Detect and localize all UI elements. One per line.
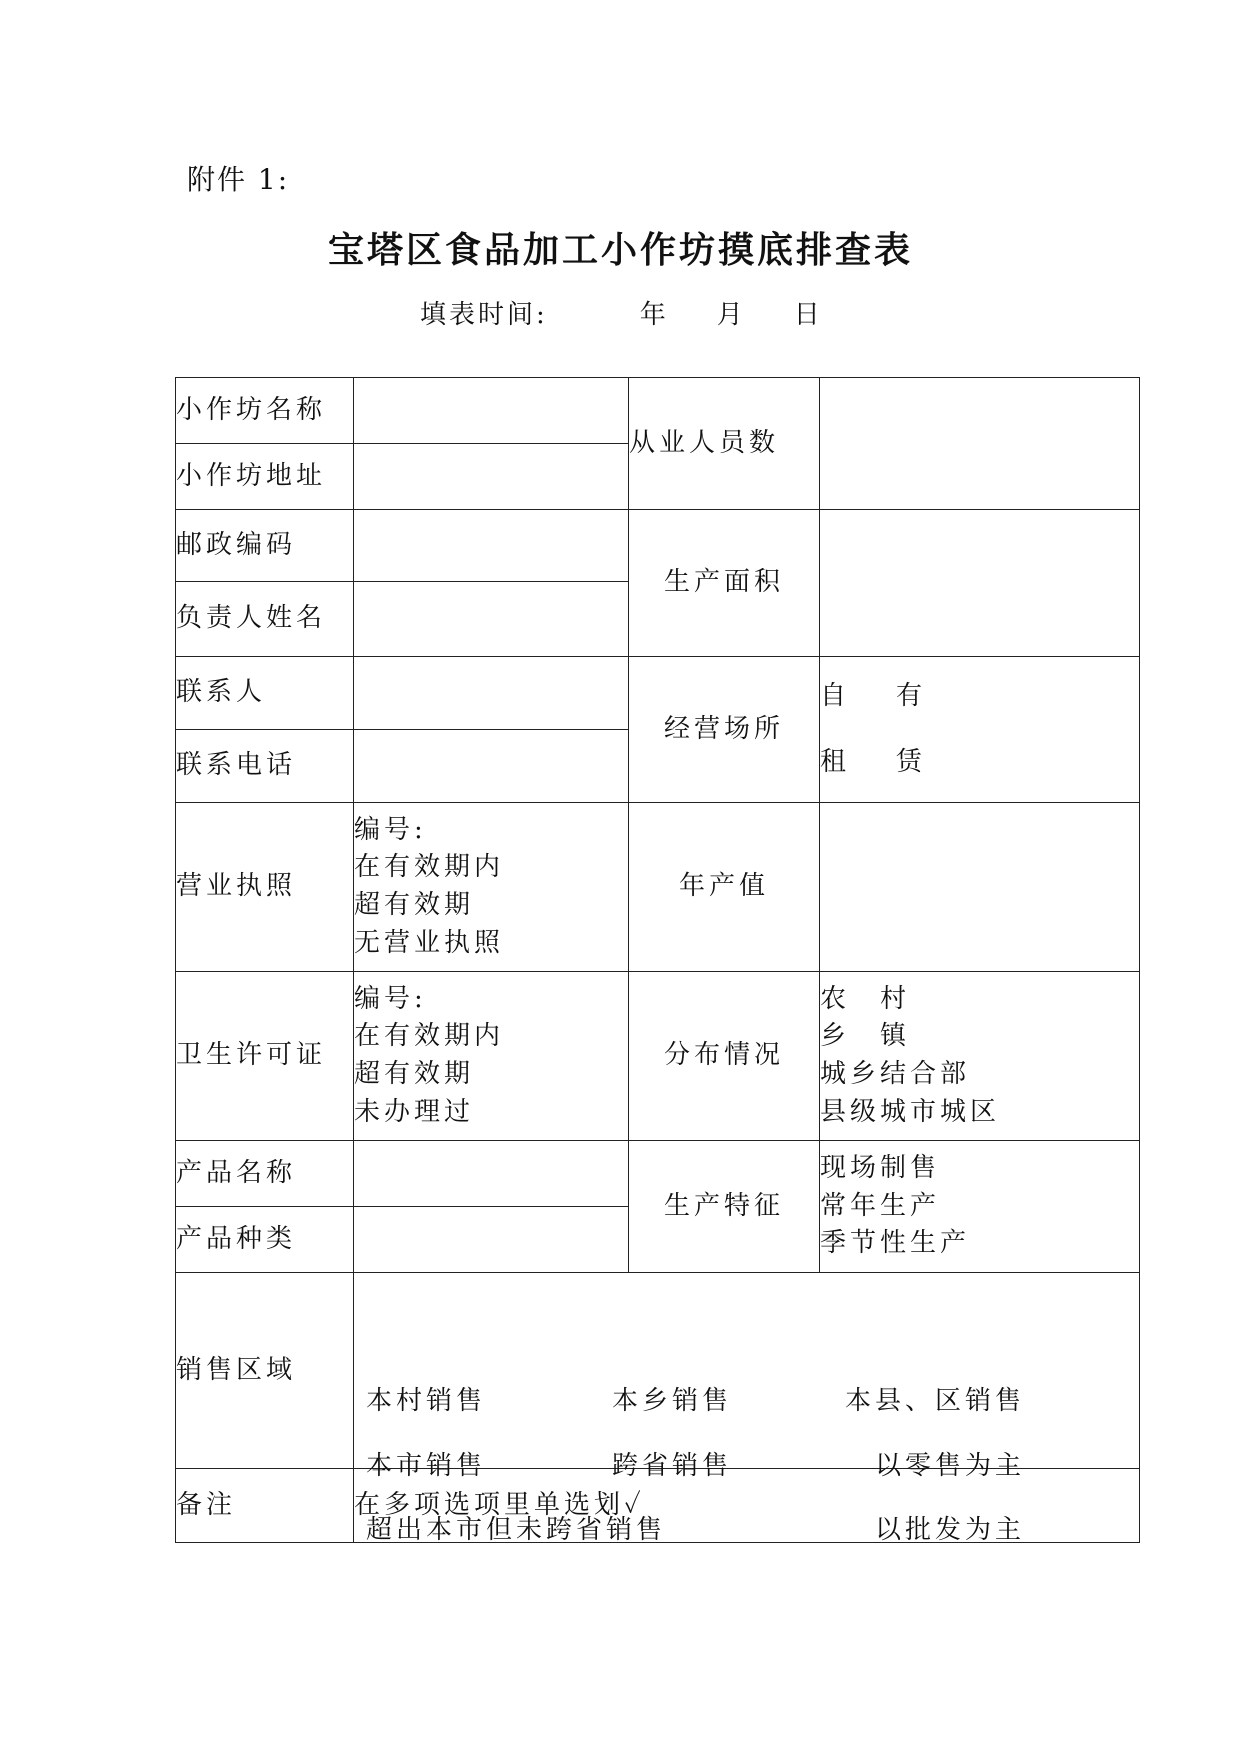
- distribution-township-option[interactable]: 乡 镇: [820, 1021, 911, 1052]
- license-options: [354, 803, 629, 972]
- fill-date-label: 填表时间:: [420, 300, 548, 330]
- postal-code-field[interactable]: [354, 510, 629, 582]
- contact-person-field[interactable]: [354, 657, 629, 730]
- feature-seasonal-option[interactable]: 季节性生产: [820, 1228, 971, 1259]
- production-area-field[interactable]: [820, 510, 1140, 657]
- remarks-label: 备注: [176, 1469, 354, 1543]
- sales-wholesale-option[interactable]: 以批发为主: [875, 1514, 1026, 1545]
- distribution-village-option[interactable]: 农 村: [820, 983, 911, 1014]
- sales-cross-province-option[interactable]: 跨省销售: [612, 1450, 733, 1481]
- fill-date-line: [420, 294, 823, 331]
- product-type-field[interactable]: [354, 1207, 629, 1273]
- product-name-field[interactable]: [354, 1141, 629, 1207]
- feature-onsite-option[interactable]: 现场制售: [820, 1152, 941, 1183]
- employee-count-field[interactable]: [820, 378, 1140, 510]
- contact-phone-label: 联系电话: [176, 730, 354, 803]
- sales-retail-option[interactable]: 以零售为主: [875, 1450, 1026, 1481]
- remarks-text[interactable]: 在多项选项里单选划✓: [354, 1469, 1140, 1543]
- person-in-charge-label: 负责人姓名: [176, 582, 354, 657]
- annual-output-label: 年产值: [629, 803, 820, 972]
- distribution-county-city-option[interactable]: 县级城市城区: [820, 1096, 1001, 1127]
- sales-region-label: 销售区域: [176, 1273, 354, 1469]
- feature-yearround-option[interactable]: 常年生产: [820, 1190, 941, 1221]
- workshop-address-label: 小作坊地址: [176, 444, 354, 510]
- sales-beyond-city-option[interactable]: 超出本市但未跨省销售: [366, 1514, 667, 1545]
- month-label: 月: [716, 300, 746, 330]
- contact-phone-field[interactable]: [354, 730, 629, 803]
- feature-options: [820, 1141, 1140, 1273]
- sales-village-option[interactable]: 本村销售: [366, 1385, 487, 1416]
- day-label: 日: [793, 300, 823, 330]
- page-title: 宝塔区食品加工小作坊摸底排查表: [327, 230, 913, 271]
- premises-options: [820, 657, 1140, 803]
- distribution-suburban-option[interactable]: 城乡结合部: [820, 1059, 971, 1089]
- product-type-label: 产品种类: [176, 1207, 354, 1273]
- permit-valid-option[interactable]: 在有效期内: [354, 1021, 505, 1052]
- premises-owned-b[interactable]: 有: [896, 680, 927, 711]
- permit-options: [354, 972, 629, 1141]
- product-name-label: 产品名称: [176, 1141, 354, 1207]
- workshop-name-field[interactable]: [354, 378, 629, 444]
- sales-township-option[interactable]: 本乡销售: [612, 1385, 733, 1416]
- premises-leased-b[interactable]: 赁: [896, 746, 927, 777]
- year-label: 年: [639, 300, 669, 330]
- license-none-option[interactable]: 无营业执照: [354, 927, 505, 958]
- production-area-label: 生产面积: [629, 510, 820, 657]
- hygiene-permit-label: 卫生许可证: [176, 972, 354, 1141]
- license-valid-option[interactable]: 在有效期内: [354, 852, 505, 883]
- distribution-options: [820, 972, 1140, 1141]
- business-premises-label: 经营场所: [629, 657, 820, 803]
- permit-never-option[interactable]: 未办理过: [354, 1096, 475, 1127]
- permit-expired-option[interactable]: 超有效期: [354, 1059, 475, 1089]
- workshop-name-label: 小作坊名称: [176, 378, 354, 444]
- license-expired-option[interactable]: 超有效期: [354, 890, 475, 920]
- workshop-address-field[interactable]: [354, 444, 629, 510]
- premises-leased-a[interactable]: 租: [820, 746, 851, 777]
- employee-count-label: 从业人员数: [629, 378, 820, 510]
- production-feature-label: 生产特征: [629, 1141, 820, 1273]
- license-number-label[interactable]: 编号:: [354, 814, 427, 845]
- permit-number-label[interactable]: 编号:: [354, 983, 427, 1014]
- attachment-label: 附件 1:: [187, 163, 290, 196]
- distribution-label: 分布情况: [629, 972, 820, 1141]
- postal-code-label: 邮政编码: [176, 510, 354, 582]
- annual-output-field[interactable]: [820, 803, 1140, 972]
- sales-city-option[interactable]: 本市销售: [366, 1450, 487, 1481]
- person-in-charge-field[interactable]: [354, 582, 629, 657]
- premises-owned-a[interactable]: 自: [820, 680, 851, 711]
- business-license-label: 营业执照: [176, 803, 354, 972]
- sales-county-option[interactable]: 本县、区销售: [845, 1385, 1026, 1416]
- survey-form-table: [175, 377, 1140, 1543]
- contact-person-label: 联系人: [176, 657, 354, 730]
